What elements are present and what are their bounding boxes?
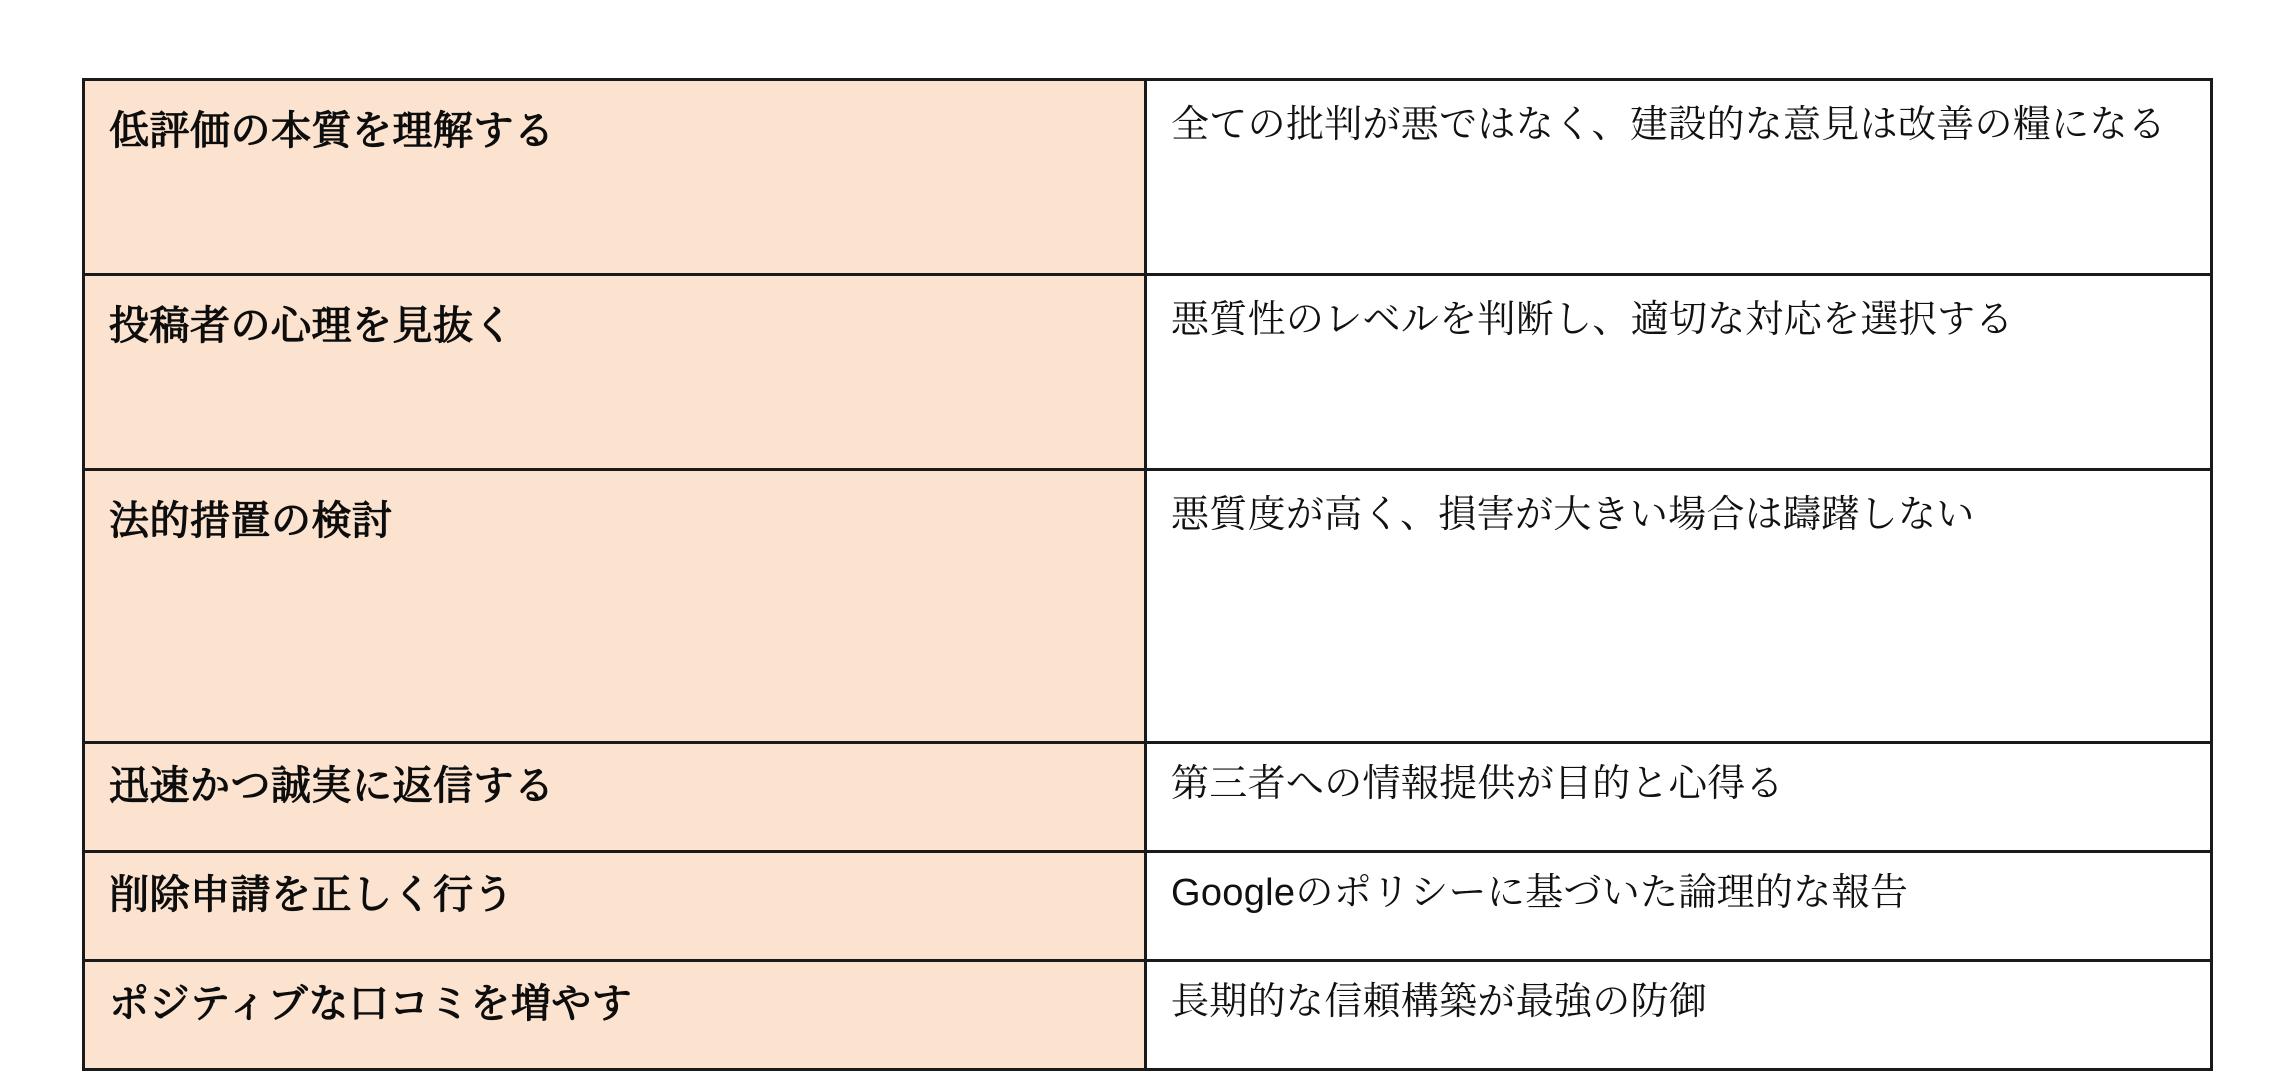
- table-row: [84, 275, 2212, 470]
- table-row: [84, 80, 2212, 275]
- table-cell-description: 悪質度が高く、損害が大きい場合は躊躇しない: [1146, 470, 2212, 743]
- table-row: [84, 961, 2212, 1070]
- table-cell-term: ポジティブな口コミを増やす: [84, 961, 1146, 1070]
- table-cell-term: 法的措置の検討: [84, 470, 1146, 743]
- table-cell-description: 全ての批判が悪ではなく、建設的な意見は改善の糧になる: [1146, 80, 2212, 275]
- table-row: [84, 743, 2212, 852]
- table-row: [84, 470, 2212, 743]
- table-cell-term: 削除申請を正しく行う: [84, 852, 1146, 961]
- table-cell-description: Googleのポリシーに基づいた論理的な報告: [1146, 852, 2212, 961]
- table-cell-description: 長期的な信頼構築が最強の防御: [1146, 961, 2212, 1070]
- summary-table-container: [82, 78, 2210, 1071]
- table-cell-description: 悪質性のレベルを判断し、適切な対応を選択する: [1146, 275, 2212, 470]
- table-cell-term: 投稿者の心理を見抜く: [84, 275, 1146, 470]
- summary-table: [82, 78, 2213, 1071]
- table-cell-description: 第三者への情報提供が目的と心得る: [1146, 743, 2212, 852]
- table-cell-term: 低評価の本質を理解する: [84, 80, 1146, 275]
- table-cell-term: 迅速かつ誠実に返信する: [84, 743, 1146, 852]
- table-row: [84, 852, 2212, 961]
